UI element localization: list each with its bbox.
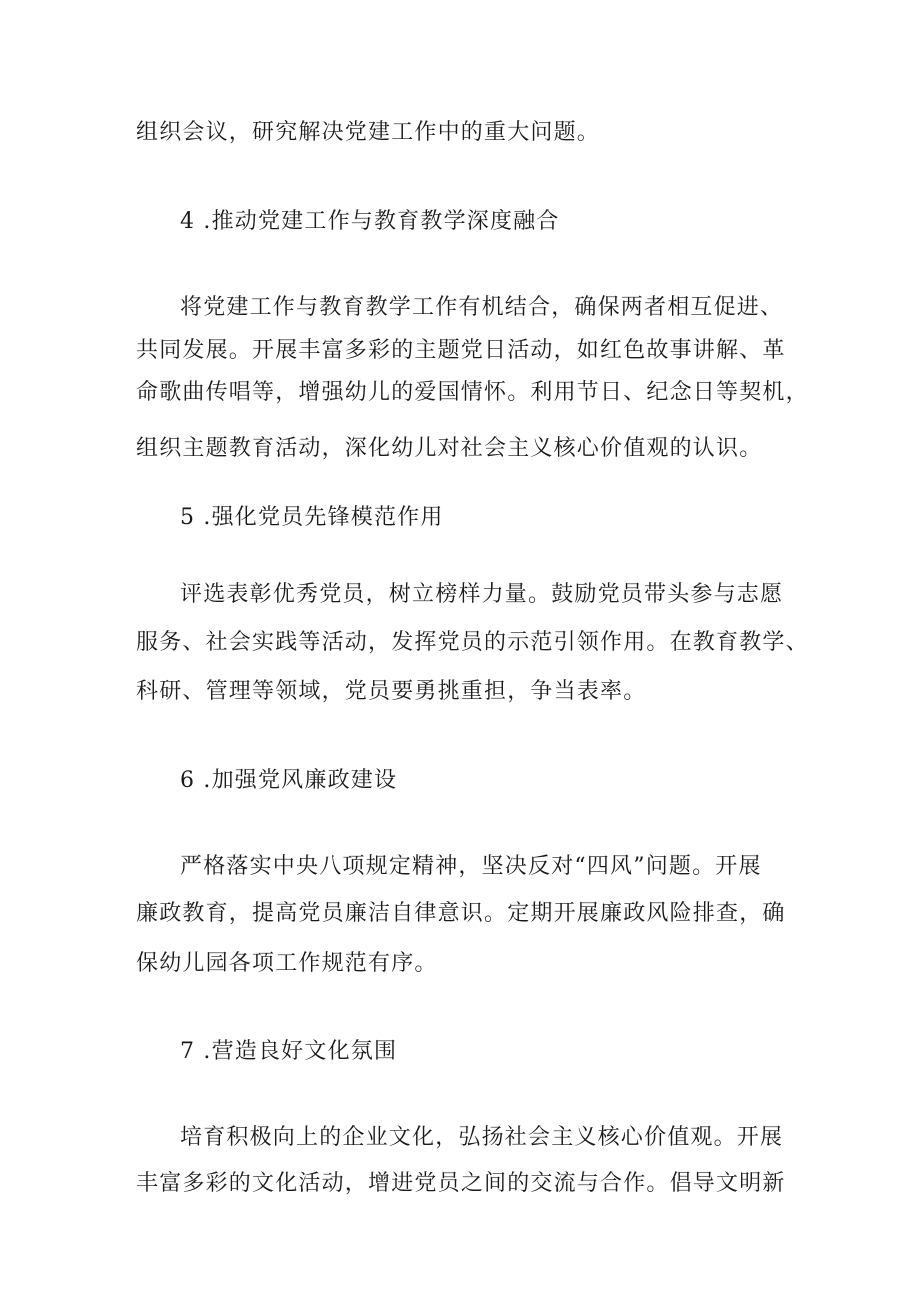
- paragraph-line: 共同发展。开展丰富多彩的主题党日活动，如红色故事讲解、革: [136, 338, 786, 363]
- paragraph-line: 评选表彰优秀党员，树立榜样力量。鼓励党员带头参与志愿: [180, 582, 784, 607]
- section-heading-4: 4 .推动党建工作与教育教学深度融合: [180, 209, 560, 234]
- paragraph-line: 科研、管理等领域，党员要勇挑重担，争当表率。: [136, 679, 647, 704]
- paragraph-line: 服务、社会实践等活动，发挥党员的示范引领作用。在教育教学、: [136, 630, 809, 655]
- paragraph-line: 廉政教育，提高党员廉洁自律意识。定期开展廉政风险排查，确: [136, 901, 786, 926]
- paragraph-line: 将党建工作与教育教学工作有机结合，确保两者相互促进、: [180, 295, 784, 320]
- section-heading-5: 5 .强化党员先锋模范作用: [180, 505, 444, 530]
- paragraph-line: 培育积极向上的企业文化，弘扬社会主义核心价值观。开展: [180, 1125, 784, 1150]
- paragraph-line: 命歌曲传唱等，增强幼儿的爱国情怀。利用节日、纪念日等契机，: [136, 380, 809, 405]
- intro-tail-line: 组织会议，研究解决党建工作中的重大问题。: [136, 120, 601, 145]
- paragraph-line: 组织主题教育活动，深化幼儿对社会主义核心价值观的认识。: [136, 436, 763, 461]
- section-heading-6: 6 .加强党风廉政建设: [180, 768, 398, 793]
- paragraph-line: 丰富多彩的文化活动，增进党员之间的交流与合作。倡导文明新: [136, 1171, 786, 1196]
- section-heading-7: 7 .营造良好文化氛围: [180, 1039, 398, 1064]
- paragraph-line: 保幼儿园各项工作规范有序。: [136, 951, 438, 976]
- paragraph-line: 严格落实中央八项规定精神，坚决反对“四风”问题。开展: [180, 854, 762, 879]
